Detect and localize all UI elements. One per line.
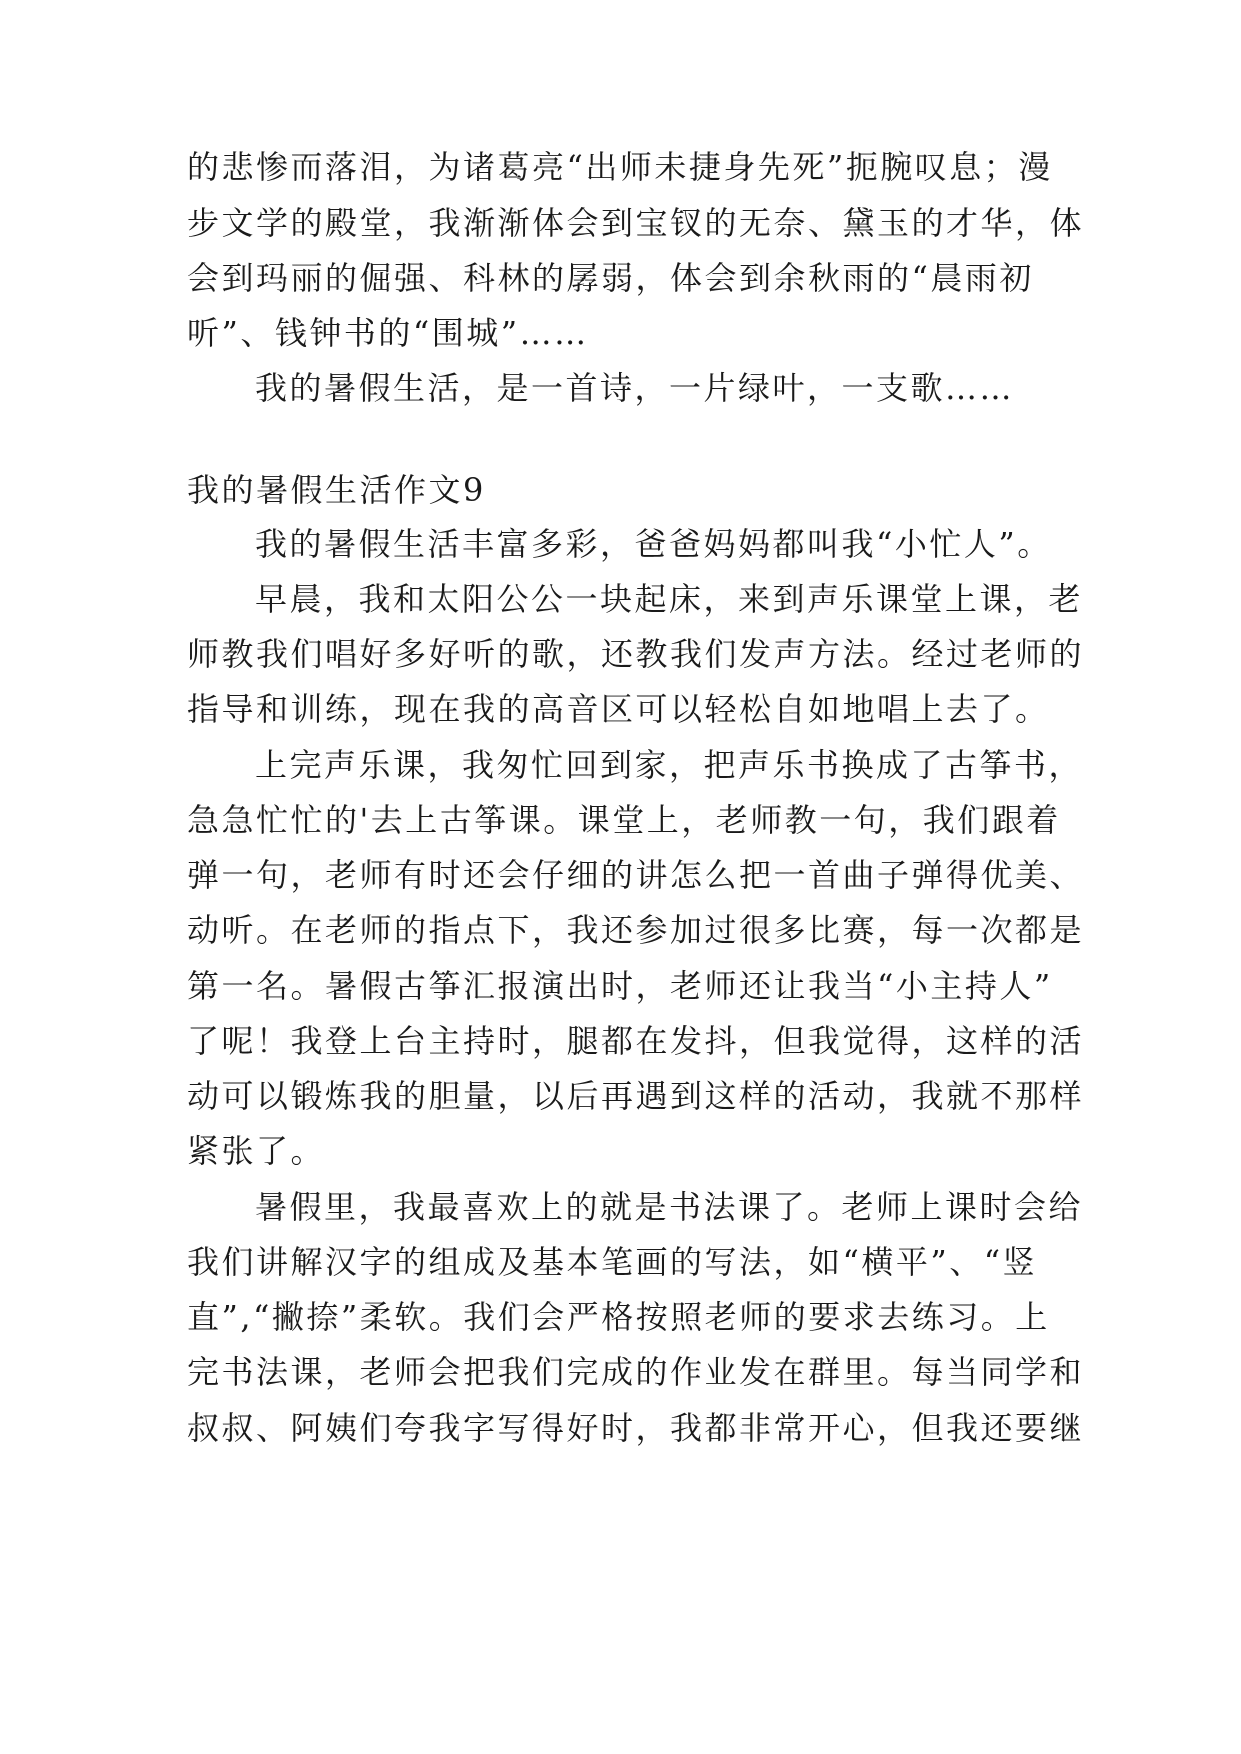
- paragraph-line: 第一名。暑假古筝汇报演出时，老师还让我当“小主持人”: [187, 967, 1053, 1005]
- paragraph-line: 听”、钱钟书的“围城”……: [187, 314, 589, 352]
- paragraph-line: 了呢！我登上台主持时，腿都在发抖，但我觉得，这样的活: [187, 1022, 1085, 1060]
- paragraph-line: 会到玛丽的倔强、科林的孱弱，体会到余秋雨的“晨雨初: [187, 259, 1034, 297]
- paragraph-line: 的悲惨而落泪，为诸葛亮“出师未捷身先死”扼腕叹息；漫: [187, 148, 1053, 186]
- paragraph-line: 我的暑假生活，是一首诗，一片绿叶，一支歌……: [255, 369, 1015, 407]
- paragraph-line: 上完声乐课，我匆忙回到家，把声乐书换成了古筝书，: [255, 746, 1084, 784]
- paragraph-line: 动可以锻炼我的胆量，以后再遇到这样的活动，我就不那样: [187, 1077, 1085, 1115]
- paragraph-line: 步文学的殿堂，我渐渐体会到宝钗的无奈、黛玉的才华，体: [187, 204, 1085, 242]
- paragraph-line: 动听。在老师的指点下，我还参加过很多比赛，每一次都是: [187, 911, 1085, 949]
- paragraph-line: 直”,“撇捺”柔软。我们会严格按照老师的要求去练习。上: [187, 1298, 1050, 1336]
- paragraph-line: 暑假里，我最喜欢上的就是书法课了。老师上课时会给: [255, 1188, 1084, 1226]
- paragraph-line: 我的暑假生活丰富多彩，爸爸妈妈都叫我“小忙人”。: [255, 525, 1052, 563]
- paragraph-line: 急急忙忙的'去上古筝课。课堂上，老师教一句，我们跟着: [187, 801, 1061, 839]
- paragraph-line: 叔叔、阿姨们夸我字写得好时，我都非常开心，但我还要继: [187, 1409, 1085, 1447]
- paragraph-line: 紧张了。: [187, 1132, 326, 1170]
- paragraph-line: 我们讲解汉字的组成及基本笔画的写法，如“横平”、“竖: [187, 1243, 1038, 1281]
- paragraph-line: 完书法课，老师会把我们完成的作业发在群里。每当同学和: [187, 1353, 1085, 1391]
- paragraph-line: 指导和训练，现在我的高音区可以轻松自如地唱上去了。: [187, 690, 1050, 728]
- paragraph-line: 师教我们唱好多好听的歌，还教我们发声方法。经过老师的: [187, 635, 1085, 673]
- paragraph-line: 早晨，我和太阳公公一块起床，来到声乐课堂上课，老: [255, 580, 1084, 618]
- paragraph-line: 弹一句，老师有时还会仔细的讲怎么把一首曲子弹得优美、: [187, 856, 1085, 894]
- section-heading: 我的暑假生活作文9: [187, 471, 486, 509]
